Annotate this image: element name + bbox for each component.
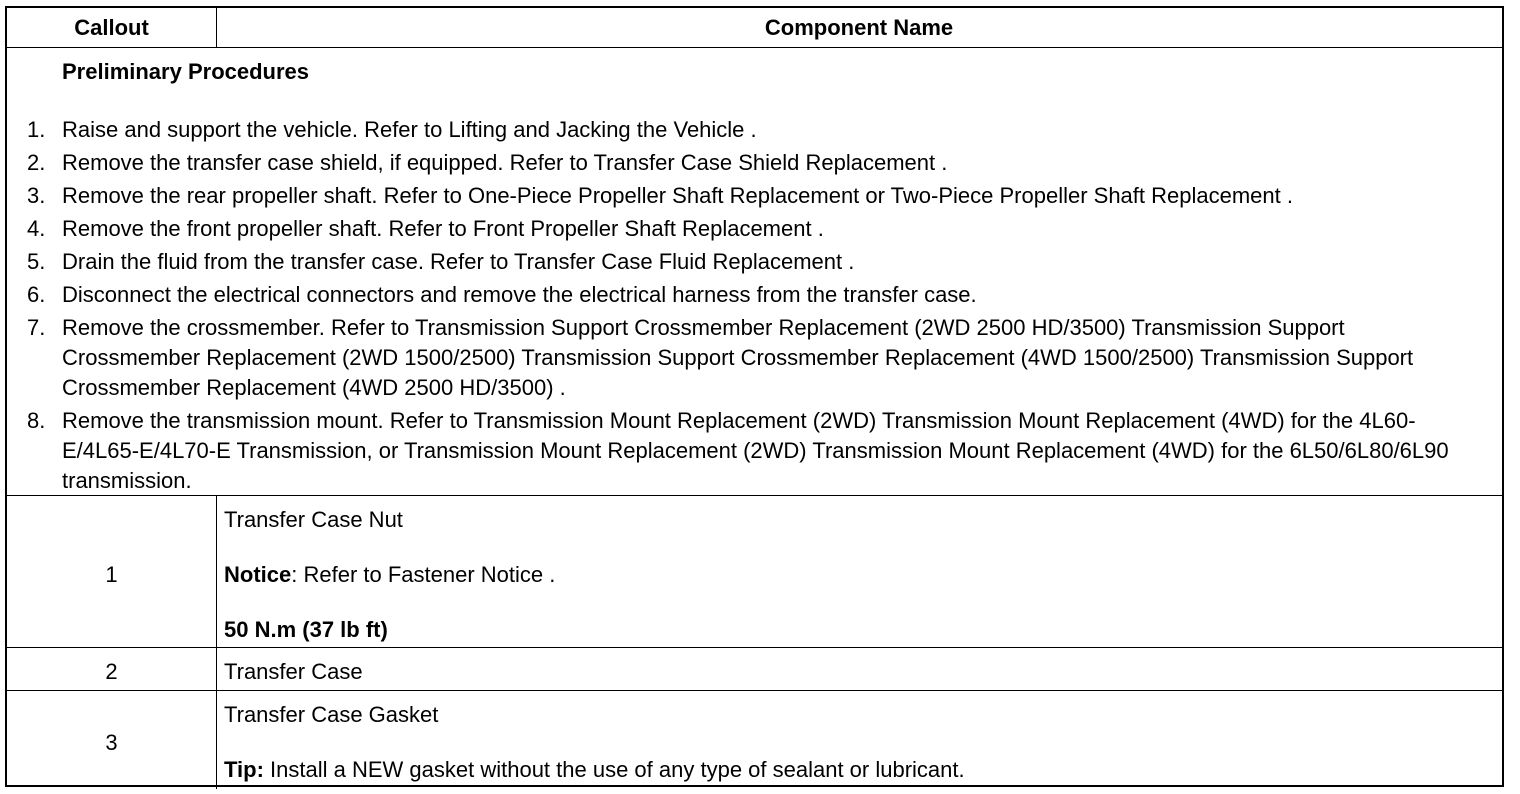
preliminary-steps [7, 115, 1482, 499]
step-text: Disconnect the electrical connectors and remove the electrical harness from the transfer case. [62, 282, 977, 307]
callout-number: 2 [105, 659, 118, 684]
header-callout: Callout [74, 15, 149, 40]
callout-number: 3 [105, 730, 118, 755]
step-text: Remove the transfer case shield, if equipped. Refer to Transfer Case Shield Replacement . [62, 150, 948, 175]
row-rule [7, 690, 1502, 691]
notice-label: Notice [224, 562, 292, 587]
step-number: 8. [27, 408, 46, 433]
component-name: Transfer Case [224, 659, 363, 684]
header-rule [7, 47, 1502, 48]
torque-spec: 50 N.m (37 lb ft) [224, 617, 388, 642]
header-divider [216, 8, 217, 47]
step-number: 7. [27, 315, 46, 340]
step-number: 4. [27, 216, 46, 241]
step-text: Remove the transmission mount. Refer to Transmission Mount Replacement (2WD) Transmission Mount Replacement (4WD) for the 4L60-E/4L65-E/4L70-E Transmission, or Transmission Mount Replacement (2WD) Transmission Mount Replacement (4WD) for the 6L50/6L80/6L90 transmission. [62, 408, 1449, 493]
row-rule [7, 647, 1502, 648]
preliminary-title: Preliminary Procedures [62, 59, 310, 84]
notice-text: : Refer to Fastener Notice . [291, 562, 556, 587]
step-item [7, 280, 1482, 310]
tip-line [224, 757, 965, 783]
step-item [7, 181, 1482, 211]
step-number: 3. [27, 183, 46, 208]
tip-text: Install a NEW gasket without the use of any type of sealant or lubricant. [263, 757, 965, 782]
step-item [7, 406, 1482, 496]
step-item [7, 214, 1482, 244]
step-item [7, 148, 1482, 178]
step-number: 5. [27, 249, 46, 274]
step-item [7, 313, 1482, 403]
step-text: Raise and support the vehicle. Refer to Lifting and Jacking the Vehicle . [62, 117, 757, 142]
step-number: 2. [27, 150, 46, 175]
preliminary-rule [7, 495, 1502, 496]
notice-line [224, 562, 555, 588]
step-number: 6. [27, 282, 46, 307]
callout-number: 1 [105, 562, 118, 587]
column-divider [216, 495, 217, 789]
component-name: Transfer Case Gasket [224, 702, 439, 727]
step-text: Drain the fluid from the transfer case. Refer to Transfer Case Fluid Replacement . [62, 249, 855, 274]
header-component-name: Component Name [764, 15, 954, 40]
component-name: Transfer Case Nut [224, 507, 403, 532]
step-item [7, 115, 1482, 145]
tip-label: Tip: [224, 757, 264, 782]
step-item [7, 247, 1482, 277]
component-table [5, 6, 1504, 787]
step-text: Remove the front propeller shaft. Refer to Front Propeller Shaft Replacement . [62, 216, 824, 241]
step-number: 1. [27, 117, 46, 142]
step-text: Remove the crossmember. Refer to Transmission Support Crossmember Replacement (2WD 2500 HD/3500) Transmission Support Crossmember Replacement (2WD 1500/2500) Transmission Support Crossmember Replacement (4WD 1500/2500) Transmission Support Crossmember Replacement (4WD 2500 HD/3500) . [62, 315, 1414, 400]
step-text: Remove the rear propeller shaft. Refer to One-Piece Propeller Shaft Replacement or Two-Piece Propeller Shaft Replacement . [62, 183, 1293, 208]
